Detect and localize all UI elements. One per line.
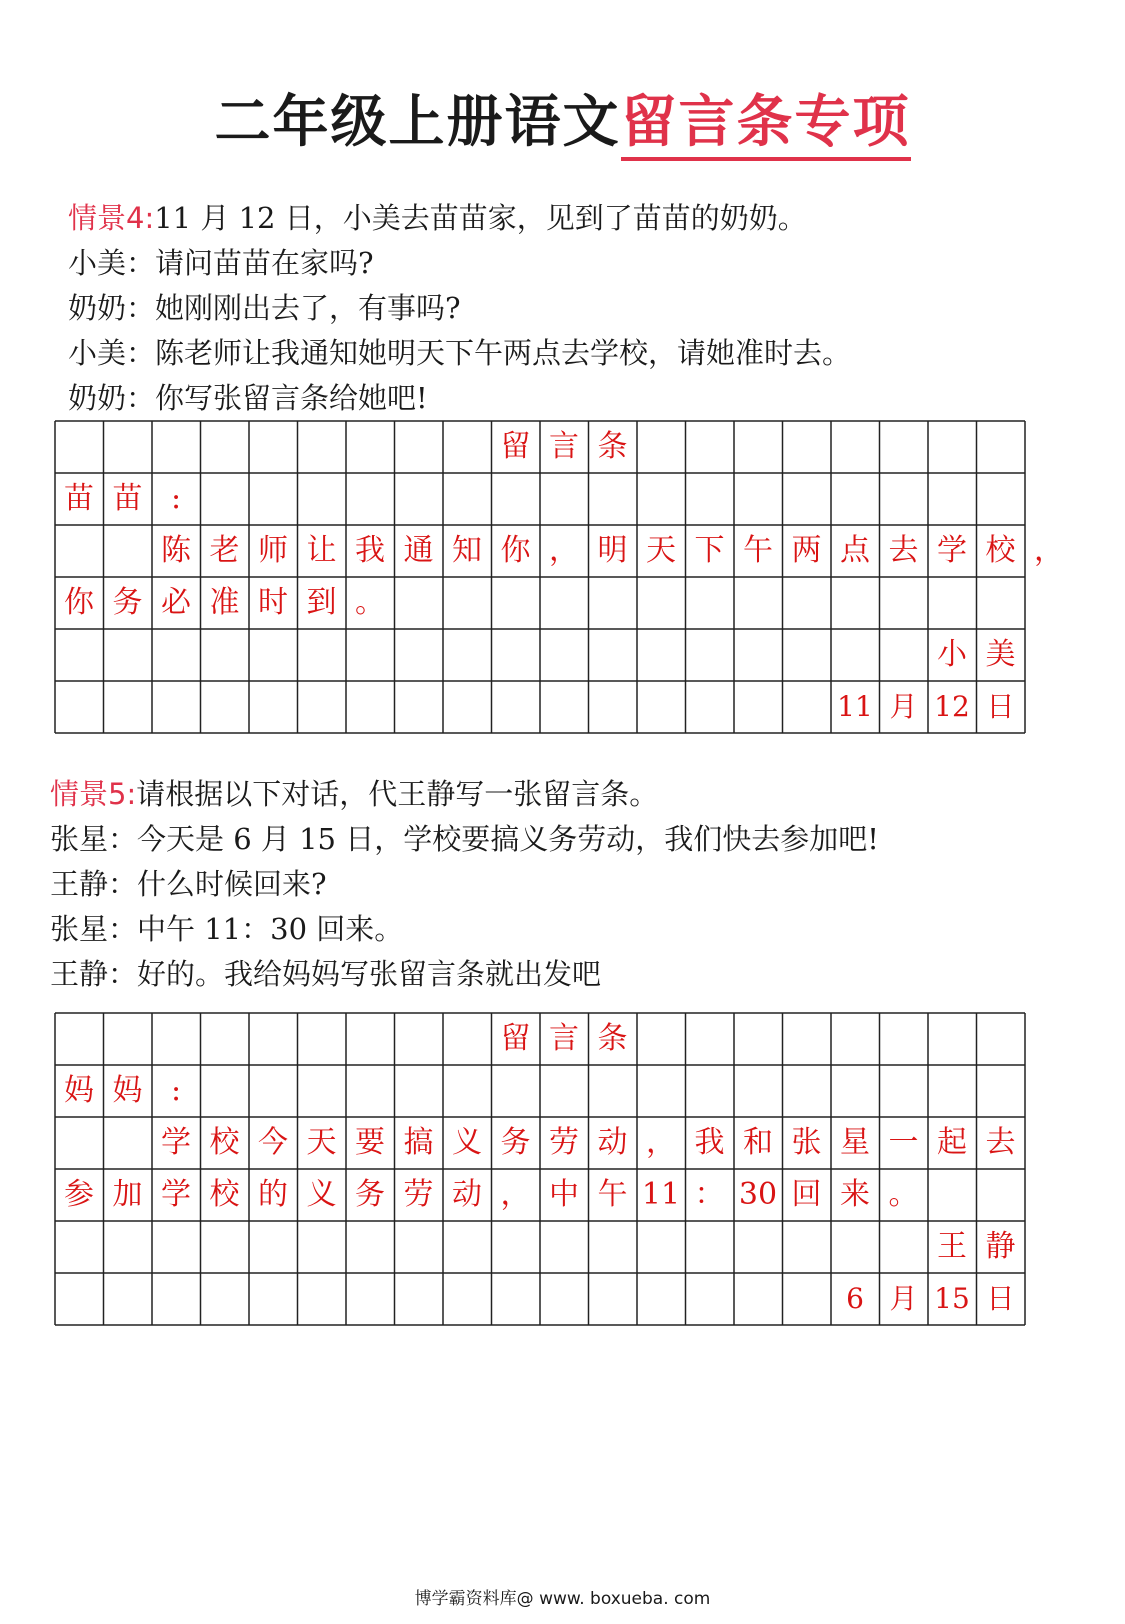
note-body-char: 11	[641, 1177, 681, 1212]
note-recipient-char: 苗	[112, 481, 143, 516]
note-body-char: 和	[743, 1125, 773, 1160]
note-signature-char: 小	[937, 637, 967, 672]
note-date-char: 月	[889, 690, 918, 723]
note-body-char: 起	[937, 1125, 967, 1160]
note-recipient-char: :	[170, 1073, 182, 1108]
note-date-char: 日	[986, 690, 1015, 723]
note-body-char: 30	[738, 1177, 778, 1212]
note-body-char: 去	[985, 1125, 1016, 1160]
note-date-char: 日	[986, 1282, 1015, 1315]
note-body-char: 天	[646, 533, 676, 568]
note-body-char: 校	[209, 1177, 240, 1212]
note-body-char: ，	[1034, 533, 1064, 568]
note-date-char: 15	[934, 1282, 970, 1315]
note-body-char: 的	[258, 1177, 288, 1212]
note-body-char: 义	[452, 1125, 482, 1160]
note-body-char: 星	[840, 1125, 870, 1160]
dialogue-line: 张星：今天是 6 月 15 日，学校要搞义务劳动，我们快去参加吧!	[50, 822, 879, 856]
note-body-char: 务	[355, 1177, 385, 1212]
note-body-char: ，	[549, 533, 579, 568]
note-body-char: 午	[743, 533, 773, 568]
note-body-char: 搞	[403, 1125, 434, 1160]
scenario4-note-grid	[54, 420, 1064, 734]
dialogue-line: 奶奶：她刚刚出去了，有事吗?	[68, 291, 461, 325]
note-body-char: 动	[452, 1177, 482, 1212]
dialogue-line: 奶奶：你写张留言条给她吧!	[68, 381, 428, 415]
note-body-char: 我	[355, 533, 385, 568]
dialogue-line: 王静：好的。我给妈妈写张留言条就出发吧	[50, 957, 602, 991]
note-body-char: 你	[500, 533, 531, 568]
note-body-char: 要	[355, 1125, 385, 1160]
scenario5-dialogue	[50, 772, 879, 997]
scenario4-label: 情景4:	[68, 201, 155, 235]
note-body-char: 点	[840, 533, 870, 568]
scenario4-dialogue	[68, 196, 851, 421]
scenario5-note-grid	[54, 1012, 1024, 1326]
note-body-char: 。	[355, 585, 385, 620]
note-body-char: ，	[500, 1177, 531, 1212]
note-body-char: 午	[597, 1177, 628, 1212]
note-heading-char: 留	[500, 429, 531, 464]
note-date-char: 12	[934, 690, 970, 723]
note-body-char: 知	[452, 533, 482, 568]
page-title	[0, 78, 1125, 158]
note-body-char: 一	[888, 1125, 919, 1160]
note-body-char: 你	[64, 585, 94, 620]
note-body-char: 到	[306, 585, 337, 620]
note-heading-char: 条	[597, 429, 628, 464]
note-body-char: 今	[258, 1125, 288, 1160]
note-body-char: 回	[791, 1177, 822, 1212]
note-date-char: 6	[846, 1282, 864, 1315]
scenario5-label: 情景5:	[50, 777, 137, 811]
note-body-char: 动	[597, 1125, 628, 1160]
note-recipient-char: 苗	[64, 481, 94, 516]
title-highlight: 留言条专项	[621, 90, 911, 161]
note-body-char: 师	[258, 533, 288, 568]
dialogue-line: 小美：陈老师让我通知她明天下午两点去学校，请她准时去。	[68, 336, 852, 370]
note-body-char: ：	[694, 1177, 725, 1212]
note-body-char: 我	[694, 1125, 725, 1160]
note-heading-char: 留	[500, 1021, 531, 1056]
note-body-char: 中	[549, 1177, 579, 1212]
note-date-char: 11	[837, 690, 873, 723]
note-recipient-char: :	[170, 481, 182, 516]
footer-watermark: 博学霸资料库@ www. boxueba. com	[414, 1589, 711, 1609]
note-body-char: 时	[258, 585, 288, 620]
note-body-char: 。	[888, 1177, 919, 1212]
note-body-char: 学	[937, 533, 967, 568]
note-body-char: 务	[500, 1125, 531, 1160]
note-body-char: 加	[112, 1177, 143, 1212]
scenario5-intro: 请根据以下对话，代王静写一张留言条。	[136, 777, 659, 811]
note-body-char: 校	[209, 1125, 240, 1160]
note-body-char: 学	[161, 1125, 191, 1160]
note-body-char: 张	[791, 1125, 822, 1160]
note-body-char: 校	[985, 533, 1016, 568]
note-body-char: 老	[209, 533, 240, 568]
note-body-char: 参	[64, 1177, 94, 1212]
note-body-char: ，	[646, 1125, 676, 1160]
note-signature-char: 王	[937, 1229, 967, 1264]
dialogue-line: 王静：什么时候回来?	[50, 867, 327, 901]
note-body-char: 学	[161, 1177, 191, 1212]
note-body-char: 陈	[161, 533, 191, 568]
note-body-char: 来	[840, 1177, 870, 1212]
scenario4-intro: 11 月 12 日，小美去苗苗家，见到了苗苗的奶奶。	[154, 201, 807, 235]
note-body-char: 准	[209, 585, 240, 620]
note-body-char: 两	[791, 533, 822, 568]
note-body-char: 必	[161, 585, 191, 620]
note-body-char: 劳	[403, 1177, 434, 1212]
title-main: 二年级上册语文	[214, 90, 621, 155]
note-recipient-char: 妈	[64, 1073, 94, 1108]
note-body-char: 明	[597, 533, 628, 568]
note-body-char: 去	[888, 533, 919, 568]
note-recipient-char: 妈	[112, 1073, 143, 1108]
note-body-char: 让	[306, 533, 337, 568]
note-body-char: 通	[403, 533, 434, 568]
note-body-char: 下	[694, 533, 725, 568]
note-signature-char: 美	[985, 637, 1016, 672]
dialogue-line: 张星：中午 11：30 回来。	[50, 912, 404, 946]
note-signature-char: 静	[985, 1229, 1016, 1264]
note-body-char: 务	[112, 585, 143, 620]
note-body-char: 劳	[549, 1125, 579, 1160]
note-body-char: 义	[306, 1177, 337, 1212]
note-heading-char: 言	[549, 1021, 579, 1056]
note-heading-char: 言	[549, 429, 579, 464]
note-heading-char: 条	[597, 1021, 628, 1056]
note-body-char: 天	[306, 1125, 337, 1160]
dialogue-line: 小美：请问苗苗在家吗?	[68, 246, 374, 280]
note-date-char: 月	[889, 1282, 918, 1315]
